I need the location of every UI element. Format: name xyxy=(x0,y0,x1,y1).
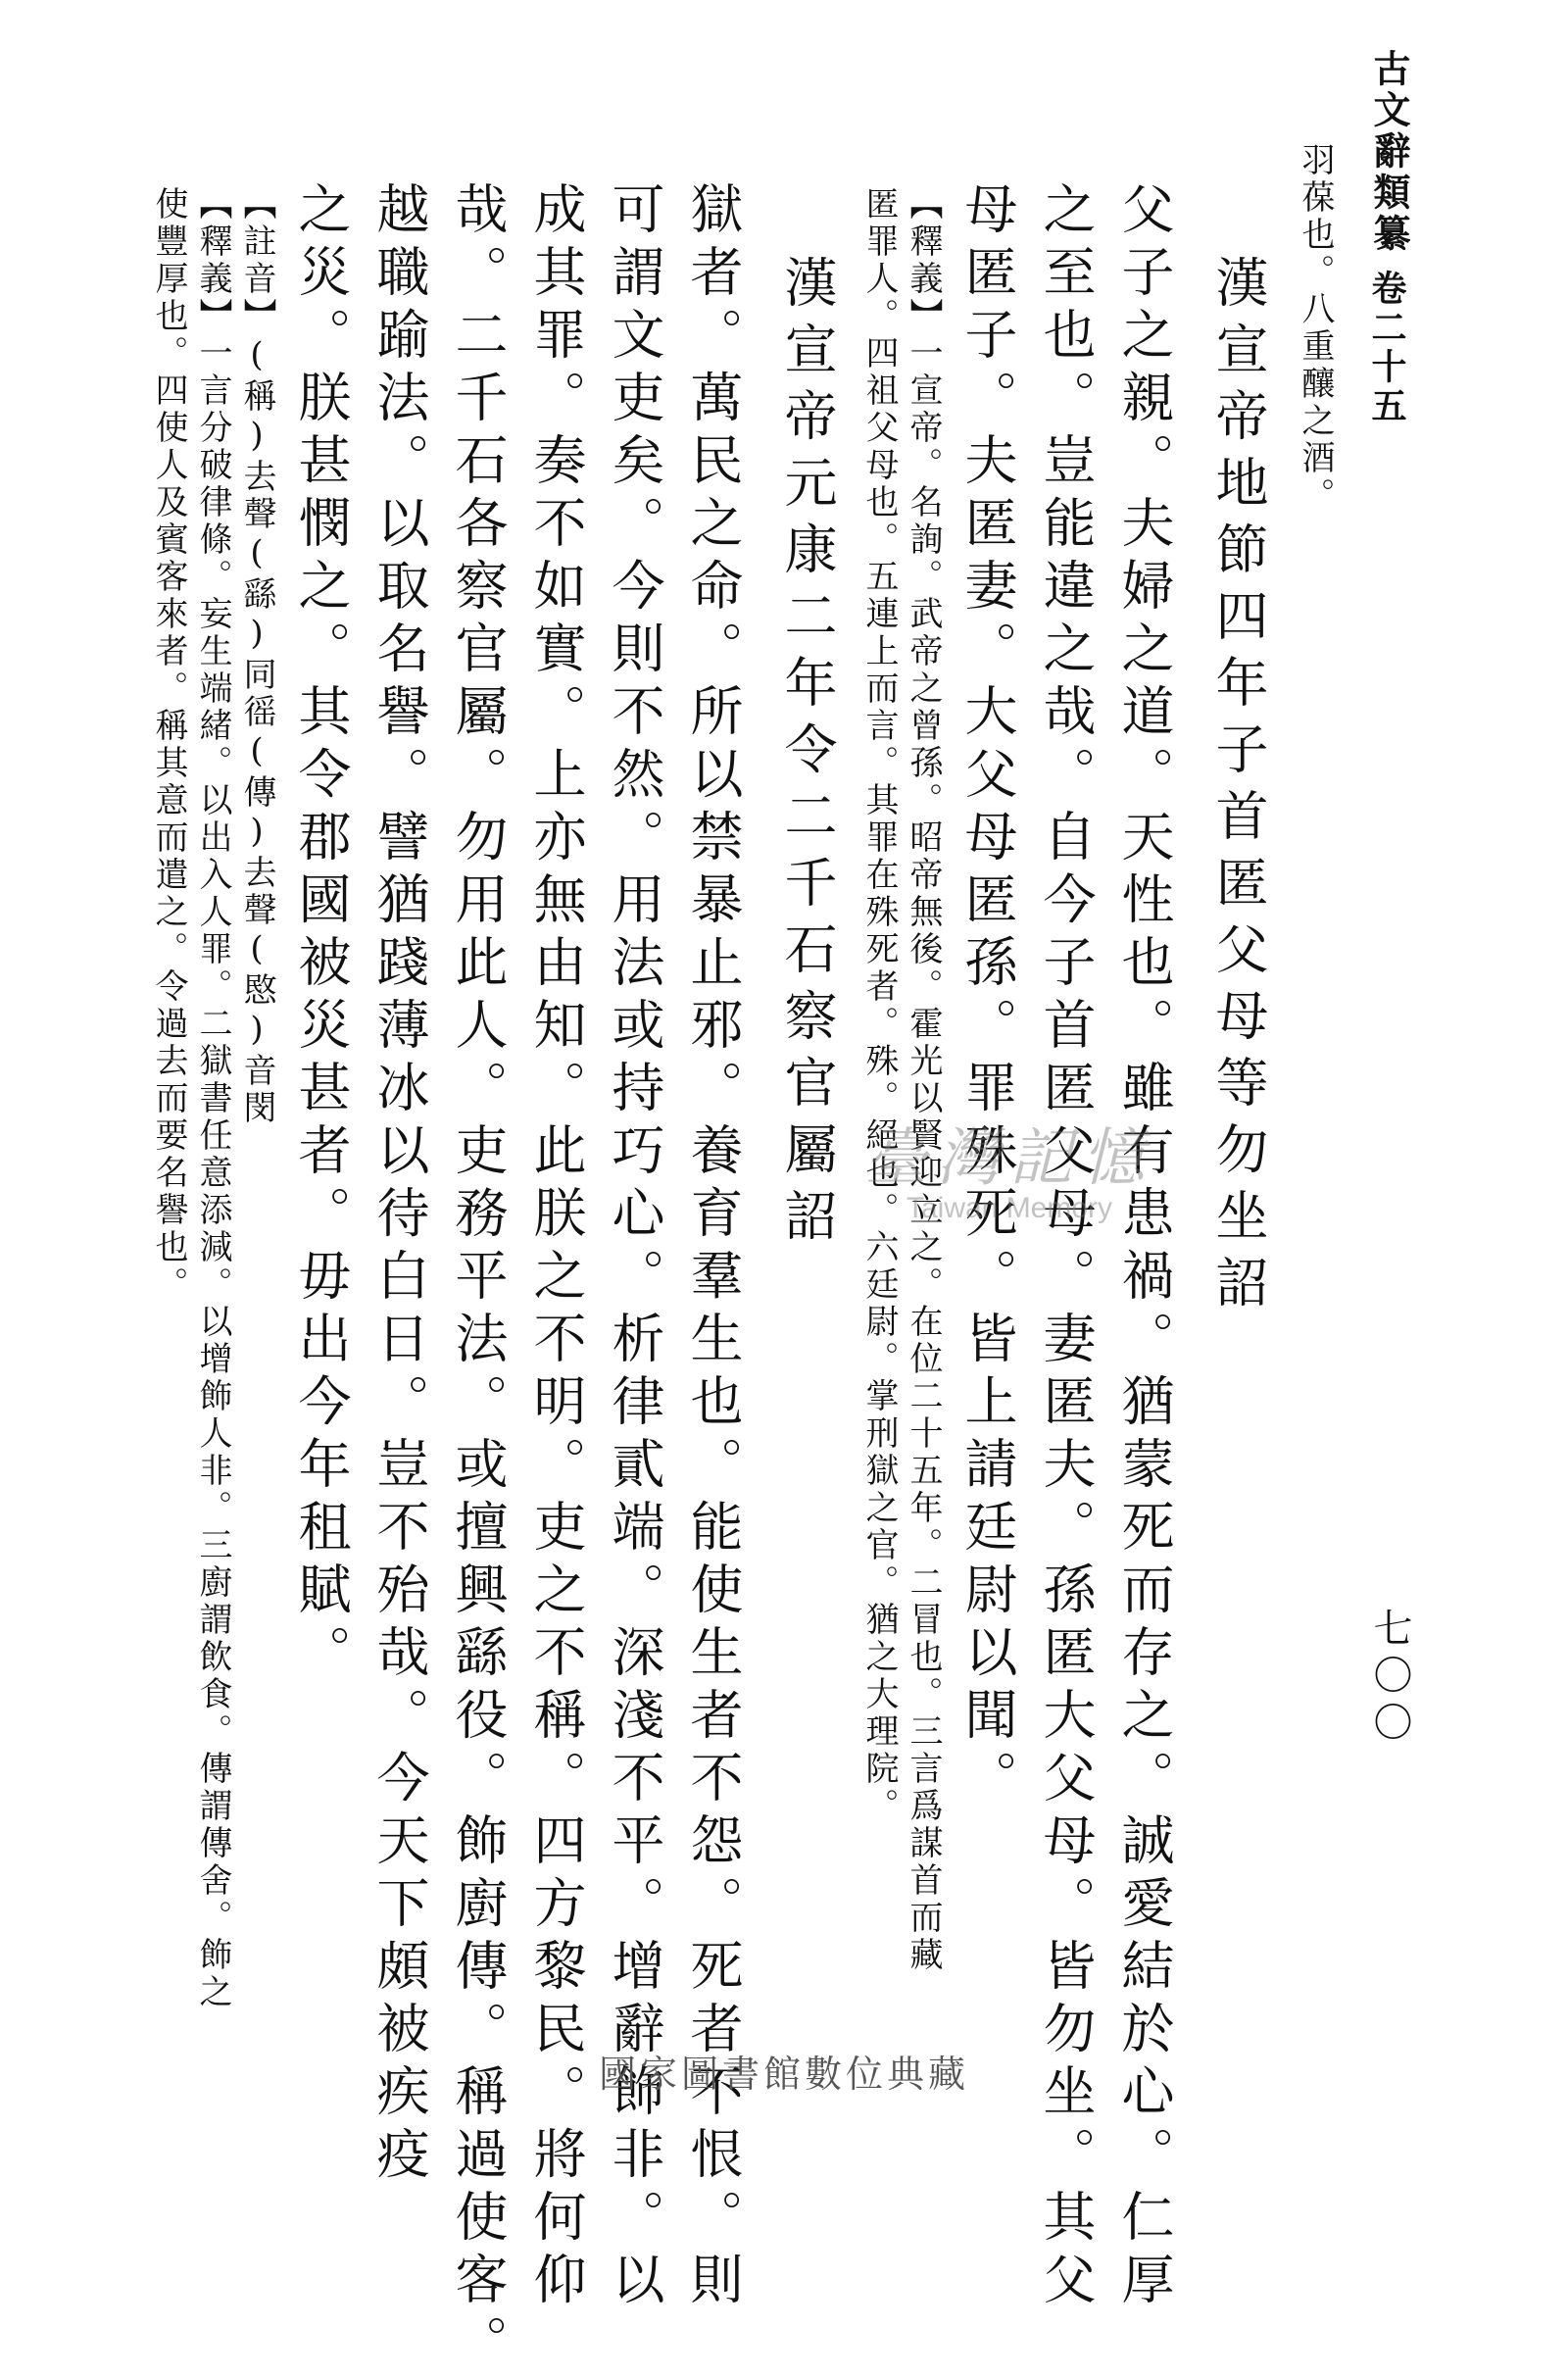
chapter-label: 卷二十五 xyxy=(1366,270,1407,426)
watermark-chinese: 臺灣記憶 xyxy=(864,1122,1154,1195)
footer-credit: 國家圖書館數位典藏 xyxy=(598,2053,969,2096)
text-column-13: 之災。朕甚憫之。其令郡國被災甚者。毋出今年租賦。 xyxy=(290,181,352,1687)
text-column-0: 羽葆也。八重釀之酒。 xyxy=(1296,142,1335,515)
text-column-4: 母匿子。夫匿妻。大父母匿孫。罪殊死。皆上請廷尉以聞。 xyxy=(956,181,1018,1812)
text-column-9: 可謂文吏矣。今則不然。用法或持巧心。析律貳端。深淺不平。增辭飾非。以 xyxy=(604,181,665,2314)
text-column-8: 獄者。萬民之命。所以禁暴止邪。養育羣生也。能使生者不怨。死者不恨。則 xyxy=(682,181,744,2314)
book-title: 古文辭類纂 xyxy=(1367,49,1411,255)
text-column-10: 成其罪。奏不如實。上亦無由知。此朕之不明。吏之不稱。四方黎民。將何仰 xyxy=(525,181,587,2314)
text-column-14: 【註音】(稱)去聲(繇)同徭(傳)去聲(愍)音閔 xyxy=(237,186,276,1127)
text-column-15: 【釋義】一言分破律條。妄生端緒。以出入人罪。二獄書任意添減。以增飾人非。三廚謂飲食。傳謂傳舍。飾之 xyxy=(193,186,232,2011)
text-column-5: 【釋義】一宣帝。名詢。武帝之曾孫。昭帝無後。霍光以賢迎立之。在位二十五年。二冒也。三言爲謀首而藏 xyxy=(904,186,943,1974)
watermark xyxy=(784,1108,1235,1224)
text-column-6: 匿罪人。四祖父母也。五連上而言。其罪在殊死者。殊。絕也。六廷尉。掌刑獄之官。猶之大理院。 xyxy=(859,186,899,1825)
text-column-3: 之至也。豈能違之哉。自今子首匿父母。妻匿夫。孫匿大父母。皆勿坐。其父 xyxy=(1035,181,1097,2314)
page-number: 七〇〇 xyxy=(1367,1608,1412,1749)
text-column-12: 越職踰法。以取名譽。譬猶踐薄冰以待白日。豈不殆哉。今天下頗被疾疫 xyxy=(368,181,430,2189)
text-column-16: 使豐厚也。四使人及賓客來者。稱其意而遣之。令過去而要名譽也。 xyxy=(149,186,188,1304)
text-column-11: 哉。二千石各察官屬。勿用此人。吏務平法。或擅興繇役。飾廚傳。稱過使客。 xyxy=(447,181,509,2377)
text-column-7: 漢宣帝元康二年令二千石察官屬詔 xyxy=(776,255,838,1255)
text-column-2: 父子之親。夫婦之道。天性也。雖有患禍。猶蒙死而存之。誠愛結於心。仁厚 xyxy=(1113,181,1175,2314)
watermark-english: Taiwan Memory xyxy=(906,1192,1113,1224)
text-column-1: 漢宣帝地節四年子首匿父母等勿坐詔 xyxy=(1207,255,1269,1321)
